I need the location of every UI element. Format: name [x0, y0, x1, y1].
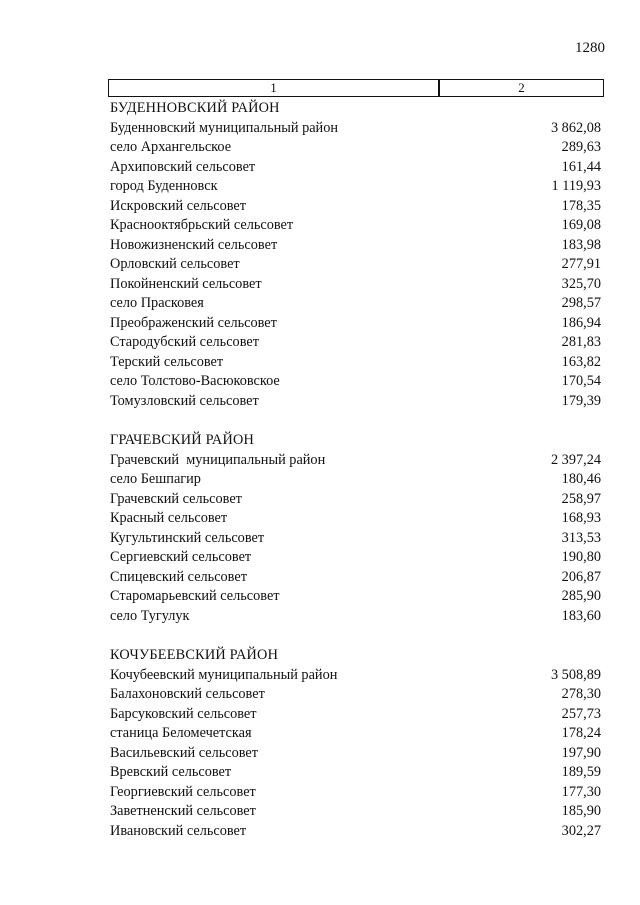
- municipality-value: 163,82: [561, 353, 601, 370]
- municipality-value: 206,87: [561, 568, 601, 585]
- municipality-value: 285,90: [561, 588, 601, 604]
- municipality-name: Стародубский сельсовет: [110, 334, 259, 350]
- municipality-value: 302,27: [561, 822, 601, 839]
- municipality-value: 178,35: [561, 197, 601, 214]
- table-header: [108, 79, 604, 97]
- table-row: [110, 529, 601, 549]
- municipality-value: 313,53: [561, 529, 601, 546]
- municipality-name: Барсуковский сельсовет: [110, 705, 257, 722]
- municipality-name: Сергиевский сельсовет: [110, 549, 252, 565]
- municipality-name: село Архангельское: [110, 139, 232, 155]
- municipality-value: 185,90: [561, 803, 601, 819]
- municipality-value: 169,08: [561, 217, 601, 233]
- district-title: ГРАЧЕВСКИЙ РАЙОН: [110, 432, 255, 448]
- municipality-value: 180,46: [561, 471, 601, 487]
- municipality-name: Заветненский сельсовет: [110, 803, 256, 819]
- table-row: [110, 177, 601, 197]
- district-section: [110, 646, 601, 841]
- municipality-name: Ивановский сельсовет: [110, 822, 247, 839]
- municipality-value: 189,59: [561, 764, 601, 780]
- table-row: [110, 666, 601, 686]
- municipality-name: Новожизненский сельсовет: [110, 236, 278, 253]
- column-header-1: 1: [109, 80, 440, 96]
- district-title: БУДЕННОВСКИЙ РАЙОН: [110, 100, 280, 116]
- municipality-value: 170,54: [561, 373, 601, 389]
- municipality-value: 277,91: [561, 256, 601, 272]
- municipality-value: 197,90: [561, 744, 601, 761]
- municipality-name: Покойненский сельсовет: [110, 275, 262, 292]
- table-body: [110, 99, 601, 841]
- municipality-name: Балахоновский сельсовет: [110, 686, 265, 702]
- municipality-name: Кугультинский сельсовет: [110, 529, 265, 546]
- municipality-name: Спицевский сельсовет: [110, 568, 247, 585]
- table-row: [110, 568, 601, 588]
- table-row: [110, 158, 601, 178]
- table-row: [110, 744, 601, 764]
- table-row: [110, 236, 601, 256]
- municipality-value: 258,97: [561, 490, 601, 507]
- municipality-value: 178,24: [561, 725, 601, 741]
- district-title: КОЧУБЕЕВСКИЙ РАЙОН: [110, 647, 279, 663]
- municipality-value: 257,73: [561, 705, 601, 722]
- table-row: [110, 119, 601, 139]
- municipality-value: 2 397,24: [550, 451, 601, 468]
- municipality-value: 3 862,08: [550, 119, 601, 136]
- municipality-name: Старомарьевский сельсовет: [110, 588, 280, 604]
- municipality-name: станица Беломечетская: [110, 725, 252, 741]
- municipality-name: Преображенский сельсовет: [110, 314, 277, 331]
- municipality-name: Орловский сельсовет: [110, 256, 240, 272]
- municipality-name: Красный сельсовет: [110, 510, 228, 526]
- municipality-value: 183,98: [561, 236, 601, 253]
- municipality-name: Вревский сельсовет: [110, 764, 232, 780]
- municipality-value: 298,57: [561, 295, 601, 311]
- table-row: [110, 509, 601, 529]
- municipality-name: Томузловский сельсовет: [110, 392, 259, 409]
- column-header-2: 2: [518, 80, 525, 95]
- table-row: [110, 685, 601, 705]
- municipality-value: 325,70: [561, 275, 601, 292]
- table-row: [110, 548, 601, 568]
- page-number: 1280: [575, 40, 605, 56]
- table-row: [110, 490, 601, 510]
- municipality-value: 161,44: [561, 158, 601, 175]
- table-row: [110, 314, 601, 334]
- table-row: [110, 255, 601, 275]
- table-row: [110, 724, 601, 744]
- table-row: [110, 197, 601, 217]
- municipality-name: Архиповский сельсовет: [110, 158, 256, 175]
- table-row: [110, 372, 601, 392]
- municipality-value: 289,63: [561, 139, 601, 155]
- municipality-name: село Бешпагир: [110, 471, 201, 487]
- table-row: [110, 392, 601, 412]
- table-row: [110, 822, 601, 842]
- table-row: [110, 607, 601, 627]
- municipality-value: 186,94: [561, 314, 601, 331]
- table-row: [110, 802, 601, 822]
- table-row: [110, 353, 601, 373]
- municipality-name: Терский сельсовет: [110, 353, 224, 370]
- district-section: [110, 431, 601, 626]
- table-row: [110, 451, 601, 471]
- table-row: [110, 783, 601, 803]
- table-row: [110, 294, 601, 314]
- table-row: [110, 275, 601, 295]
- municipality-name: село Тугулук: [110, 607, 190, 624]
- municipality-value: 3 508,89: [550, 666, 601, 683]
- table-row: [110, 333, 601, 353]
- municipality-value: 1 119,93: [551, 178, 601, 194]
- table-row: [110, 216, 601, 236]
- municipality-value: 278,30: [561, 686, 601, 702]
- municipality-name: Искровский сельсовет: [110, 197, 247, 214]
- municipality-name: село Прасковея: [110, 295, 204, 311]
- table-row: [110, 587, 601, 607]
- municipality-name: Васильевский сельсовет: [110, 744, 258, 761]
- municipality-name: Краснооктябрьский сельсовет: [110, 217, 294, 233]
- municipality-name: Буденновский муниципальный район: [110, 119, 339, 136]
- municipality-value: 179,39: [561, 392, 601, 409]
- municipality-value: 281,83: [561, 334, 601, 350]
- municipality-name: город Буденновск: [110, 178, 218, 194]
- table-row: [110, 138, 601, 158]
- municipality-value: 183,60: [561, 607, 601, 624]
- municipality-name: Грачевский муниципальный район: [110, 451, 326, 468]
- municipality-value: 168,93: [561, 510, 601, 526]
- table-row: [110, 763, 601, 783]
- municipality-value: 177,30: [561, 783, 601, 800]
- municipality-name: Грачевский сельсовет: [110, 490, 242, 507]
- municipality-name: село Толстово-Васюковское: [110, 373, 280, 389]
- district-section: [110, 99, 601, 411]
- table-row: [110, 470, 601, 490]
- municipality-name: Георгиевский сельсовет: [110, 783, 256, 800]
- municipality-value: 190,80: [561, 549, 601, 565]
- table-row: [110, 705, 601, 725]
- municipality-name: Кочубеевский муниципальный район: [110, 666, 338, 683]
